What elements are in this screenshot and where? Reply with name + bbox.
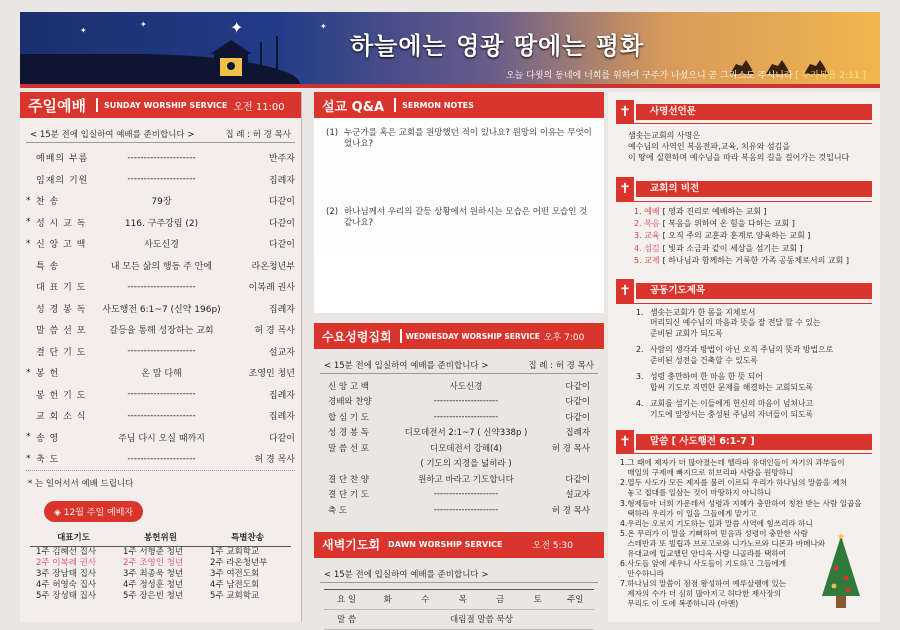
order-person: 이복례 권사: [248, 283, 295, 294]
servers-rows: [30, 547, 291, 602]
star-icon: ✦: [230, 18, 244, 37]
servers-header: 대표기도: [57, 532, 90, 543]
servers-cell: 4주 허영숙 집사: [36, 579, 97, 590]
scripture-line: 매일의 구제에 빠지므로 히브리파 사람을 원망하니: [620, 468, 794, 478]
verse-reference: [ 누가복음 2:11 ]: [795, 71, 866, 81]
servers-header: 봉헌위원: [144, 532, 177, 543]
right-column: [608, 92, 880, 622]
prayer-item: [636, 399, 852, 420]
svg-text:★: ★: [836, 532, 846, 543]
order-content: 116. 구주강림 (2): [124, 218, 199, 229]
order-person: 허 경 목사: [551, 505, 590, 516]
sermon-notes-box: [314, 118, 604, 313]
stand-marker: *: [26, 453, 31, 464]
prayer-text: 사람의 생각과 방법이 아닌 오직 주님의 뜻과 방법으로 준비된 성전을 건축할 수 있도록: [650, 345, 834, 365]
wednesday-order-row: [314, 425, 604, 441]
vision-item: [634, 218, 854, 230]
word-title: 말씀 [ 사도행전 6:1-7 ]: [636, 434, 872, 450]
worship-order-row: [20, 405, 301, 427]
word-label: 말 씀: [336, 615, 357, 625]
vision-list: [608, 202, 880, 272]
servers-header-row: [30, 528, 291, 547]
order-name: 봉 헌 기 도: [36, 390, 87, 401]
sunday-order-list: [20, 147, 301, 470]
sunday-header: [20, 92, 301, 118]
palm-tree-icon: [260, 42, 262, 76]
order-name: 결 단 기 도: [328, 490, 369, 501]
servers-cell: 4주 남전도회: [210, 579, 260, 590]
wednesday-lead: 집 례 : 허 경 목사: [528, 361, 594, 371]
order-name: 예배의 부름: [36, 154, 89, 165]
worship-order-row: [20, 190, 301, 212]
vision-item: [634, 255, 854, 267]
vision-item: [634, 206, 854, 218]
vision-number: 1. 예배: [634, 206, 660, 216]
wednesday-time: 오후 7:00: [543, 332, 585, 343]
header-bar: [400, 329, 402, 343]
order-content: 사도신경: [449, 381, 483, 392]
servers-row: [30, 558, 291, 569]
order-name: 대 표 기 도: [36, 283, 87, 294]
wednesday-order-list: [314, 378, 604, 518]
order-content: ---------------------: [433, 411, 499, 422]
order-content: ( 기도의 지경을 넓히라 ): [420, 459, 512, 470]
order-person: 집례자: [268, 390, 295, 401]
header-banner: [20, 12, 880, 84]
vision-number: 3. 교육: [634, 231, 660, 241]
prayer-item: [636, 345, 852, 366]
sunday-title-en: SUNDAY WORSHIP SERVICE: [103, 100, 228, 110]
prayer-header: [616, 280, 872, 304]
wednesday-order-row: [314, 487, 604, 503]
order-person: 라온청년부: [251, 261, 295, 272]
hills-silhouette: [20, 54, 300, 84]
vision-text: [ 오직 주의 교훈과 훈계로 양육하는 교회 ]: [662, 231, 811, 241]
order-person: 다같이: [565, 381, 590, 392]
servers-cell: 5주 장성태 집사: [36, 590, 97, 601]
prayer-number: 1.: [636, 307, 644, 317]
order-person: 허 경 목사: [254, 455, 295, 466]
wednesday-order-row: [314, 394, 604, 410]
order-person: 다같이: [565, 412, 590, 423]
vision-header: [616, 178, 872, 202]
worship-order-row: [20, 233, 301, 255]
dawn-subheader: [320, 566, 598, 583]
order-name: 송 영: [36, 433, 60, 444]
servers-cell: 3주 최종욱 청년: [123, 568, 184, 579]
wednesday-order-row: [314, 378, 604, 394]
order-content: 사도행전 6:1~7 (신약 196p): [102, 304, 221, 315]
order-name: 특 송: [36, 261, 60, 272]
prayer-number: 4.: [636, 399, 644, 409]
servers-cell: 2주 조영인 청년: [123, 557, 184, 568]
christmas-tree-icon: [816, 532, 866, 612]
order-name: 임재의 기원: [36, 175, 89, 186]
worship-order-row: [20, 319, 301, 341]
stand-marker: *: [26, 195, 31, 206]
order-name: 성 시 교 독: [36, 218, 87, 229]
verse-text: 오늘 다윗의 동네에 너희를 위하여 구주가 나셨으니 곧 그리스도 주시니라: [505, 71, 793, 81]
scripture-line: 안수하니라: [620, 569, 664, 579]
day-cell: 목: [458, 595, 467, 605]
wednesday-subheader: [320, 357, 598, 374]
header-bar: [96, 98, 98, 112]
worship-order-row: [20, 169, 301, 191]
question-2: [326, 207, 592, 230]
order-name: 말 씀 선 포: [36, 326, 87, 337]
order-name: 신 앙 고 백: [36, 240, 87, 251]
dawn-title: 새벽기도회: [322, 538, 380, 552]
day-cell: 토: [533, 595, 542, 605]
star-icon: ✦: [80, 26, 87, 35]
vision-item: [634, 243, 854, 255]
order-name: 결 단 기 도: [36, 347, 87, 358]
banner-divider: [20, 84, 880, 88]
cross-icon: ✝: [616, 177, 634, 201]
dawn-table: [324, 589, 594, 630]
stand-note: * 는 일어서서 예배 드립니다: [28, 478, 134, 489]
star-icon: ✦: [140, 20, 147, 29]
prayer-item: [636, 308, 852, 340]
wednesday-order-row: [314, 456, 604, 472]
scripture-line: 2.열두 사도가 모든 제자를 불러 이르되 우리가 하나님의 말씀을 제쳐: [620, 478, 848, 488]
servers-cell: 2주 이복례 권사: [36, 557, 97, 568]
cross-icon: ✝: [616, 430, 634, 454]
middle-column: [314, 92, 604, 625]
sunday-time: 오전 11:00: [233, 101, 285, 113]
order-content: ---------------------: [127, 453, 196, 464]
cross-icon: ✝: [616, 100, 634, 124]
servers-cell: 5주 장은빈 청년: [123, 590, 184, 601]
mission-header: [616, 100, 872, 124]
order-content: ---------------------: [127, 174, 196, 185]
header-bar: [394, 98, 396, 112]
order-name: 봉 헌: [36, 369, 60, 380]
prayer-item: [636, 372, 852, 393]
dawn-days-row: [324, 590, 594, 610]
vision-number: 2. 복음: [634, 218, 660, 228]
order-content: 갈등을 통해 성장하는 교회: [109, 326, 214, 337]
servers-cell: 4주 정성훈 청년: [123, 579, 184, 590]
servers-cell: 5주 교회학교: [210, 590, 260, 601]
worship-order-row: [20, 341, 301, 363]
order-person: 다같이: [268, 433, 295, 444]
scripture-line: 5.온 무리가 이 말을 기뻐하여 믿음과 성령이 충만한 사람: [620, 528, 808, 538]
day-cell: 화: [383, 595, 392, 605]
worship-order-row: [20, 427, 301, 449]
scripture-line: 1.그 때에 제자가 더 많아졌는데 헬라파 유대인들이 자기의 과부들이: [620, 458, 845, 468]
mission-text: 샘솟는교회의 사명은 예수님의 사역인 복음전파,교육, 치유와 섬김을 이 땅에 실현하며 예수님을 따라 복음의 길을 걸어가는 것입니다: [628, 131, 850, 163]
question-number: (2): [326, 206, 339, 217]
stand-marker: *: [26, 367, 31, 378]
prayer-text: 샘솟는교회가 한 몸을 지체로서 머리되신 예수님의 마음과 뜻을 잘 전달 할 수 있는 준비된 교회가 되도록: [650, 307, 821, 338]
order-content: ---------------------: [433, 489, 499, 500]
palm-tree-icon: [276, 36, 278, 76]
servers-row: [30, 580, 291, 591]
day-cell: 수: [421, 595, 430, 605]
prayer-text: 성령 충만하여 한 마음 한 뜻 되어 합써 기도로 직면한 문제를 해결하는 교회되도록: [650, 372, 814, 392]
sermon-title-en: SERMON NOTES: [402, 100, 474, 110]
wednesday-order-row: [314, 409, 604, 425]
order-name: 찬 송: [36, 197, 60, 208]
servers-cell: 3주 장남태 집사: [36, 568, 97, 579]
vision-number: 4. 섬김: [634, 243, 660, 253]
scripture-line: 무리도 이 도에 복종하니라 (아멘): [620, 599, 739, 609]
stand-marker: *: [26, 217, 31, 228]
order-person: 다같이: [565, 397, 590, 408]
word-header: [616, 430, 872, 454]
sunday-lead: 집 례 : 허 경 목사: [225, 130, 291, 140]
prayer-title: 공동기도제목: [636, 283, 872, 299]
sermon-title: 설교 Q&A: [322, 99, 385, 115]
vision-text: [ 하나님과 함께하는 거룩한 가족 공동체로서의 교회 ]: [662, 256, 849, 266]
question-text: 하나님께서 우리의 갈등 상황에서 원하시는 모습은 어떤 모습인 것 같나요?: [344, 206, 588, 229]
order-person: 다같이: [268, 218, 295, 229]
servers-header: 특별찬송: [231, 532, 264, 543]
day-cell: 주일: [567, 595, 584, 605]
order-content: 내 모든 삶의 행동 주 안에: [110, 261, 213, 272]
question-1: [326, 128, 592, 151]
vision-text: [ 복음을 위하여 온 힘을 다하는 교회 ]: [662, 218, 795, 228]
order-name: 말 씀 선 포: [328, 443, 369, 454]
servers-cell: 2주 라온청년부: [210, 557, 268, 568]
cross-icon: ✝: [616, 279, 634, 303]
banner-verse: [506, 68, 866, 81]
order-name: 교 회 소 식: [36, 412, 87, 423]
wednesday-order-row: [314, 471, 604, 487]
stand-marker: *: [26, 432, 31, 443]
sunday-column: [20, 92, 302, 622]
worship-order-row: [20, 384, 301, 406]
vision-title: 교회의 비전: [636, 181, 872, 197]
dawn-word-row: [324, 610, 594, 630]
prayer-number: 3.: [636, 372, 644, 382]
order-person: 집례자: [268, 304, 295, 315]
order-name: 결 단 찬 양: [328, 474, 369, 485]
servers-title: ◈ 12월 주일 예배자: [44, 501, 143, 522]
order-person: 허 경 목사: [254, 326, 295, 337]
dawn-header: [314, 532, 604, 558]
day-cell: 금: [496, 595, 505, 605]
servers-row: [30, 591, 291, 602]
sunday-subheader: [26, 126, 295, 143]
scripture-line: 4.우리는 오로지 기도하는 일과 말씀 사역에 힘쓰리라 하니: [620, 518, 813, 528]
order-person: 조영인 청년: [248, 369, 295, 380]
order-person: 다같이: [268, 240, 295, 251]
wednesday-title: 수요성령집회: [322, 329, 392, 344]
order-name: 경배와 찬양: [328, 397, 372, 408]
order-person: 다같이: [268, 197, 295, 208]
sermon-header: [314, 92, 604, 118]
word-cell: 대림절 말씀 묵상: [450, 615, 513, 625]
order-person: 집례자: [565, 428, 590, 439]
worship-order-row: [20, 362, 301, 384]
mission-title: 사명선언문: [636, 104, 872, 120]
scripture-line: 7.하나님의 말씀이 점점 왕성하여 예루살렘에 있는: [620, 579, 787, 589]
dawn-prep: < 15분 전에 입실하여 예배를 준비합니다 >: [324, 569, 489, 580]
order-content: ---------------------: [433, 396, 499, 407]
order-person: 허 경 목사: [551, 443, 590, 454]
order-name: 합 심 기 도: [328, 412, 369, 423]
wednesday-prep: < 15분 전에 입실하여 예배를 준비합니다 >: [324, 361, 489, 371]
servers-row: [30, 569, 291, 580]
question-text: 누군가를 혹은 교회를 원망했던 적이 있나요? 원망의 이유는 무엇이었나요?: [344, 128, 592, 150]
order-content: 디모데전서 2:1~7 ( 신약338p ): [404, 428, 528, 439]
order-content: 79장: [151, 197, 172, 208]
order-person: 집례자: [268, 175, 295, 186]
order-content: ---------------------: [127, 346, 196, 357]
scripture-line: 유대교에 입교했던 안디옥 사람 니골라를 택하여: [620, 549, 787, 558]
wednesday-order-row: [314, 502, 604, 518]
order-content: ---------------------: [127, 152, 196, 163]
order-person: 집례자: [268, 412, 295, 423]
prayer-text: 교회를 섬기는 이들에게 헌신의 마음이 넘쳐나고 기도에 앞장서는 충성된 주님의 자녀들이 되도록: [650, 399, 814, 419]
order-content: ---------------------: [433, 504, 499, 515]
order-content: 주님 다시 오실 때까지: [118, 433, 205, 444]
order-content: ---------------------: [127, 281, 196, 292]
order-person: 다같이: [565, 474, 590, 485]
servers-table: [30, 528, 291, 602]
sunday-title: 주일예배: [28, 96, 86, 115]
order-content: ---------------------: [127, 410, 196, 421]
scripture-line: 제자의 수가 더 심히 많아지고 허다한 제사장의: [620, 589, 782, 599]
scripture-line: 스데반과 또 빌립과 브로고로와 니가노르와 디몬과 바메나와: [620, 538, 826, 548]
scripture-line: 6.사도들 앞에 세우니 사도들이 기도하고 그들에게: [620, 559, 787, 569]
servers-row: [30, 547, 291, 558]
order-content: 사도신경: [144, 240, 179, 251]
order-content: 디모데전서 강해(4): [429, 443, 503, 454]
banner-title: 하늘에는 영광 땅에는 평화: [350, 31, 645, 60]
day-label: 요 일: [336, 595, 357, 605]
prayer-number: 2.: [636, 345, 644, 355]
prayer-list: [608, 304, 880, 431]
vision-item: [634, 230, 854, 242]
worship-order-row: [20, 448, 301, 470]
star-icon: ✦: [320, 22, 327, 31]
scripture-line: 3.형제들아 너희 가운데서 성령과 지혜가 충만하여 칭찬 받는 사람 일곱을: [620, 498, 862, 508]
sunday-prep: < 15분 전에 입실하여 예배를 준비합니다 >: [30, 130, 195, 140]
stand-marker: *: [26, 238, 31, 249]
wednesday-order-row: [314, 440, 604, 456]
order-person: 반주자: [268, 154, 295, 165]
worship-order-row: [20, 276, 301, 298]
worship-order-row: [20, 147, 301, 169]
order-person: 설교자: [268, 347, 295, 358]
order-name: 성 경 봉 독: [328, 428, 369, 439]
dawn-time: 오전 5:30: [532, 541, 573, 551]
servers-cell: 1주 교회학교: [210, 546, 260, 557]
vision-number: 5. 교제: [634, 256, 660, 266]
order-person: 설교자: [565, 490, 590, 501]
nativity-stable-icon: [208, 38, 254, 80]
worship-order-row: [20, 255, 301, 277]
vision-text: [ 영과 진리로 예배하는 교회 ]: [662, 206, 767, 216]
order-content: 원하고 바라고 기도합니다: [418, 474, 514, 485]
question-number: (1): [326, 128, 339, 138]
wednesday-title-en: WEDNESDAY WORSHIP SERVICE: [405, 331, 540, 341]
worship-order-row: [20, 298, 301, 320]
order-name: 성 경 봉 독: [36, 304, 87, 315]
order-content: 온 맘 다해: [141, 369, 182, 380]
servers-cell: 1주 서형준 청년: [123, 546, 184, 557]
servers-cell: 1주 김혜선 집사: [36, 546, 97, 557]
vision-text: [ 빛과 소금과 같이 세상을 섬기는 교회 ]: [662, 243, 803, 253]
order-name: 신 앙 고 백: [328, 381, 369, 392]
servers-cell: 3주 여전도회: [210, 568, 260, 579]
order-content: ---------------------: [127, 389, 196, 400]
dawn-title-en: DAWN WORSHIP SERVICE: [387, 540, 503, 549]
order-name: 축 도: [36, 455, 60, 466]
wednesday-header: [314, 323, 604, 349]
scripture-line: 택하라 우리가 이 일을 그들에게 맡기고: [620, 508, 757, 518]
worship-order-row: [20, 212, 301, 234]
order-name: 축 도: [328, 505, 348, 516]
scripture-line: 놓고 접대를 일삼는 것이 마땅하지 아니하니: [620, 488, 772, 498]
